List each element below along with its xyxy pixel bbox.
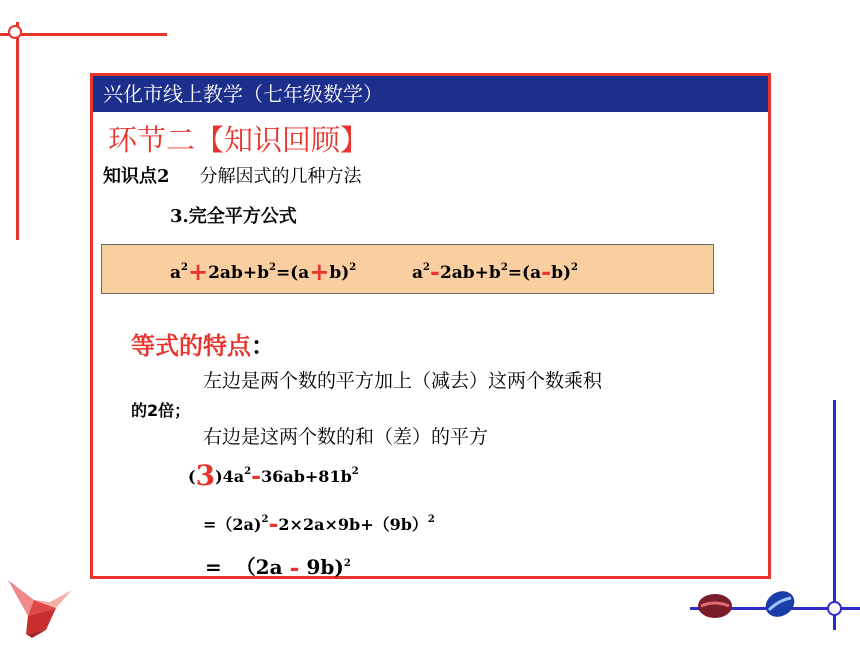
header-bar (93, 76, 768, 112)
knowledge-point-label: 知识点2 (103, 166, 170, 187)
formula-sum-square: $a^2+2ab+b^2=(a+b)^2$ (170, 257, 357, 286)
corner-line-left (16, 22, 19, 240)
knowledge-point (103, 162, 362, 188)
example-problem: $(3)4a^2-36ab+81b^2$ (188, 459, 359, 492)
subtopic: 3.完全平方公式 (170, 206, 297, 227)
paper-crane-icon (6, 572, 76, 640)
solution-step-2: = （2a - 9b)$^2$ (205, 553, 351, 582)
features-line-left: 左边是两个数的平方加上（减去）这两个数乘积 (203, 370, 603, 392)
bean-decoration-icon (695, 590, 805, 630)
slide-frame (90, 73, 771, 582)
section-title: 环节二【知识回顾】 (108, 123, 370, 157)
formula-difference-square: $a^2-2ab+b^2=(a-b)^2$ (412, 257, 578, 286)
features-line-right: 右边是这两个数的和（差）的平方 (203, 426, 489, 448)
corner-line-right (833, 400, 836, 630)
features-line-left-cont: 的2倍； (131, 401, 191, 420)
corner-line-top (0, 33, 167, 36)
features-title: 等式的特点： (131, 332, 275, 360)
formula-box (101, 244, 714, 294)
corner-circle-bottom-right (827, 601, 842, 616)
header-title: 兴化市线上教学（七年级数学） (103, 82, 383, 106)
solution-step-1: $=(2a)^2-2\times 2a\times 9b+(9b)^2$ (203, 509, 435, 538)
knowledge-point-text: 分解因式的几种方法 (199, 166, 362, 187)
corner-circle-top-left (8, 25, 22, 39)
